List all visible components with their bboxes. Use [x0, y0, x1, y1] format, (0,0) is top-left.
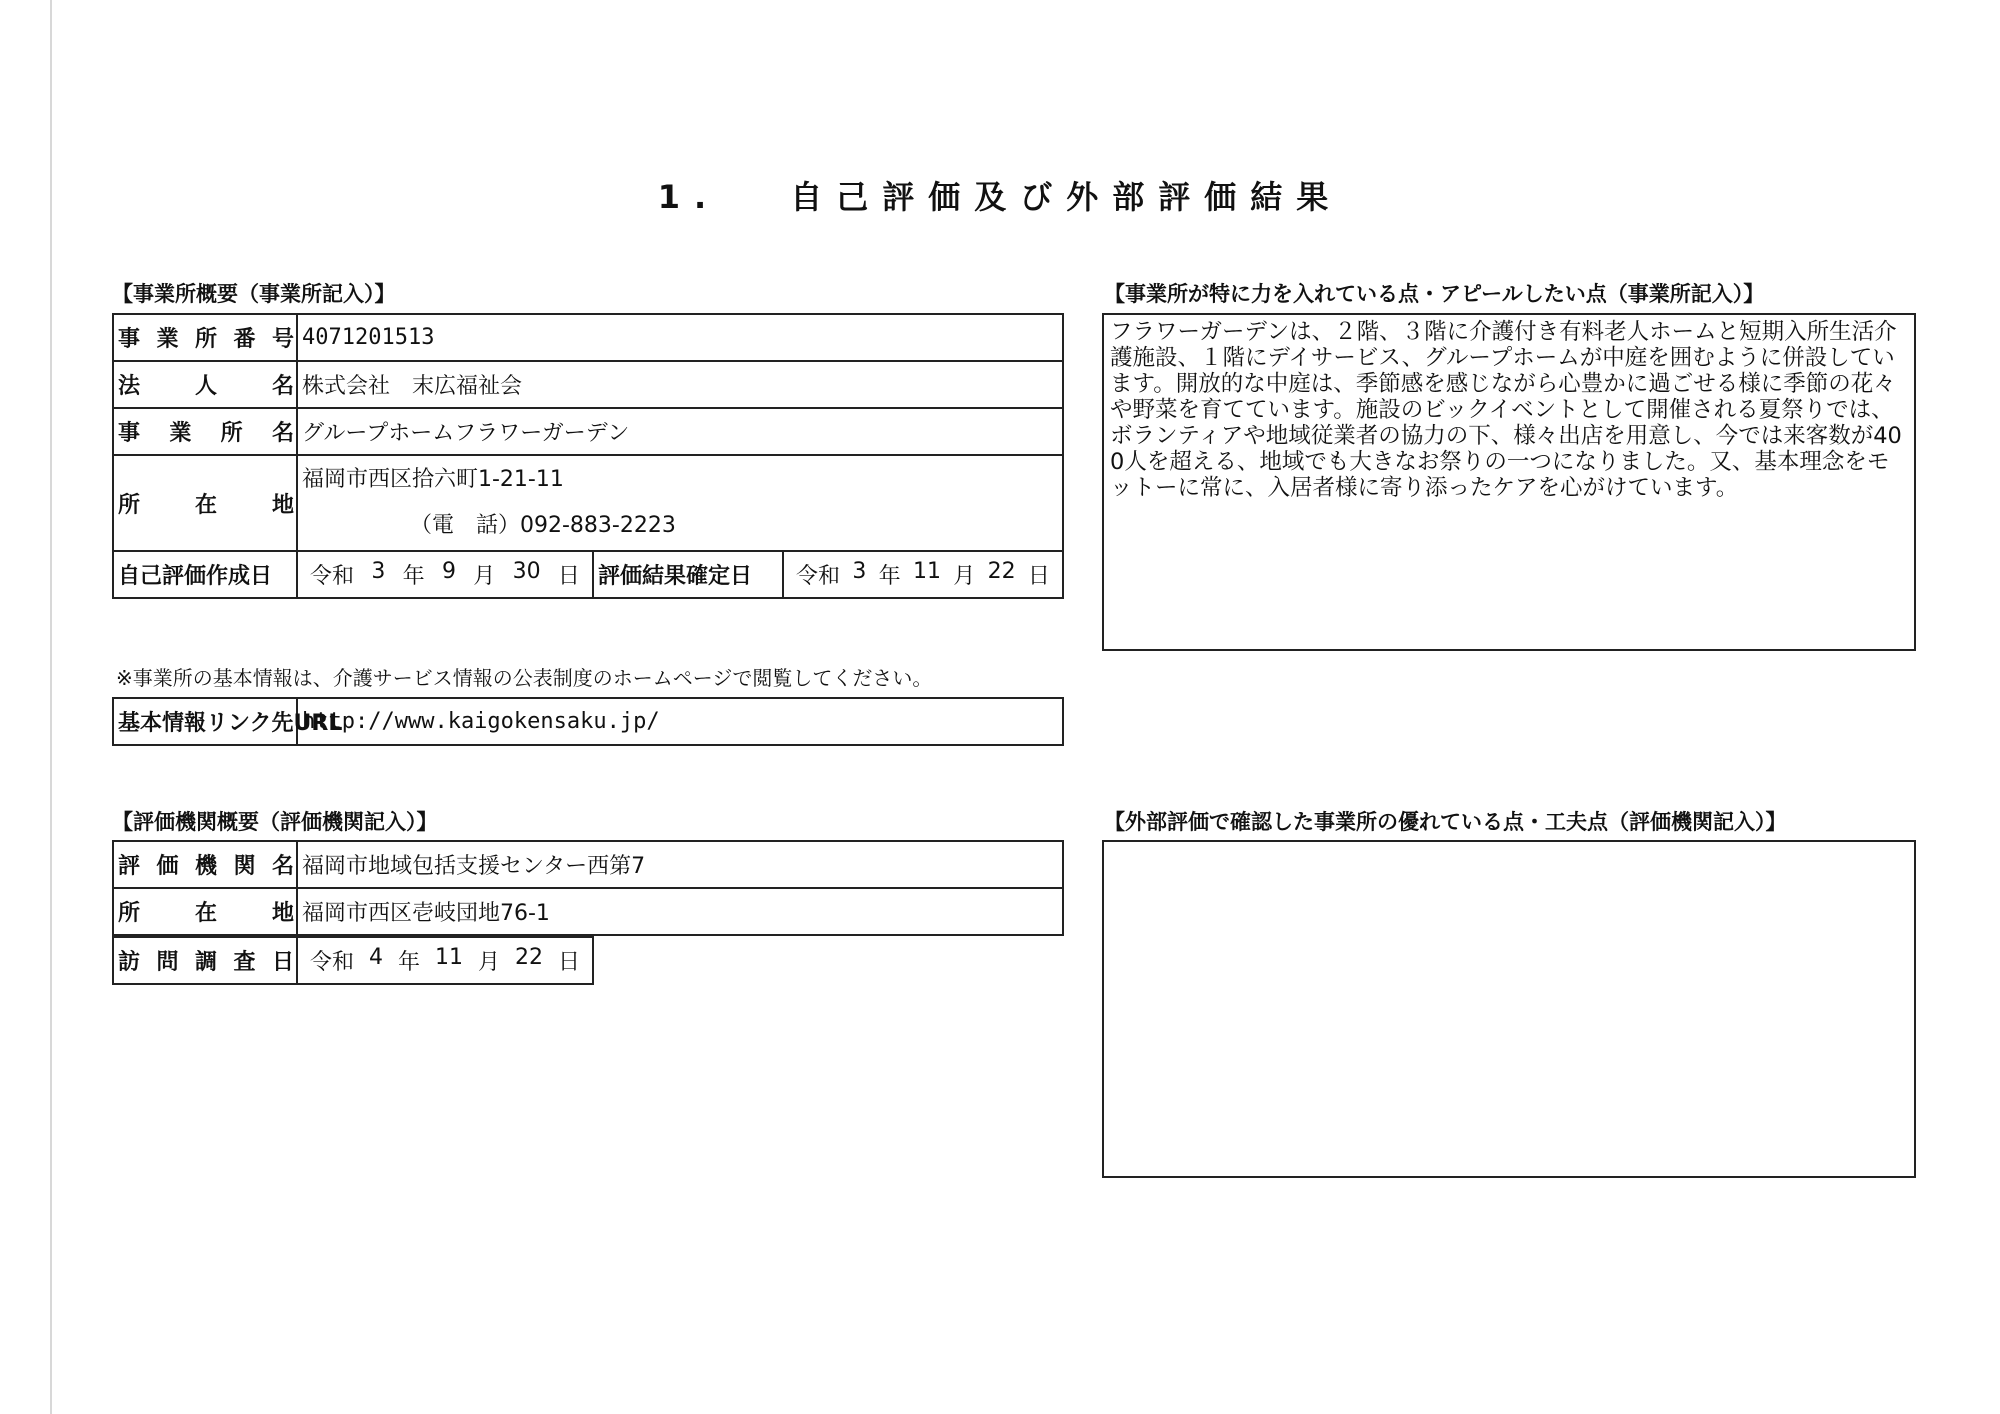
office-number-row: [113, 314, 1063, 361]
label-char: 機: [194, 854, 217, 879]
label-char: 価: [156, 854, 179, 879]
label-char: 地: [271, 492, 294, 518]
info-link-table: [112, 697, 1064, 746]
confirm-era: 令和: [796, 564, 841, 589]
label-char: 業: [156, 327, 179, 352]
corporation-value: 株式会社 末広福祉会: [297, 361, 1063, 408]
agency-label-text: [118, 849, 294, 880]
visit-date-row: [113, 937, 593, 984]
label-char: 事: [118, 327, 141, 352]
self-eval-day-unit: 日: [557, 564, 580, 589]
corporation-row: [113, 361, 1063, 408]
facility-overview-heading: 【事業所概要（事業所記入）】: [112, 282, 396, 306]
office-name-label-text: [118, 416, 294, 447]
title-number: 1.: [657, 178, 721, 216]
info-note: ※事業所の基本情報は、介護サービス情報の公表制度のホームページで閲覧してください。: [116, 666, 933, 690]
self-eval-year: 3: [371, 559, 386, 584]
evaluator-location-row: [113, 888, 1063, 935]
page-title: [0, 172, 2000, 218]
agency-value: 福岡市地域包括支援センター西第7: [297, 841, 1063, 888]
label-char: 番: [233, 327, 256, 352]
office-name-label: [113, 408, 297, 455]
office-name-row: [113, 408, 1063, 455]
label-char: 在: [194, 901, 217, 926]
corporation-label: [113, 361, 297, 408]
visit-date-label: [113, 937, 297, 984]
corporation-label-text: [118, 369, 294, 400]
office-name-value: グループホームフラワーガーデン: [297, 408, 1063, 455]
self-eval-era: 令和: [310, 564, 355, 589]
location-label: [113, 455, 297, 551]
result-confirm-date-value: [783, 551, 1063, 598]
self-eval-day: 30: [512, 559, 541, 584]
label-char: 所: [194, 327, 217, 352]
appeal-heading: 【事業所が特に力を入れている点・アピールしたい点（事業所記入）】: [1104, 282, 1765, 306]
label-char: 在: [194, 492, 217, 518]
info-link-row: [113, 698, 1063, 745]
label-char: 関: [233, 854, 256, 879]
agency-row: [113, 841, 1063, 888]
office-number-label-text: [118, 322, 294, 353]
evaluator-location-value: 福岡市西区壱岐団地76-1: [297, 888, 1063, 935]
evaluator-location-label: [113, 888, 297, 935]
label-char: 名: [271, 374, 294, 399]
appeal-box: [1102, 313, 1916, 651]
label-char: 法: [118, 374, 141, 399]
label-char: 人: [194, 374, 217, 399]
label-char: 所: [220, 421, 243, 446]
self-eval-month: 9: [441, 559, 456, 584]
info-link-label: 基本情報リンク先URL: [113, 698, 297, 745]
label-char: 所: [118, 901, 141, 926]
label-char: 名: [271, 421, 294, 446]
label-char: 号: [271, 327, 294, 352]
result-confirm-date-label: 評価結果確定日: [593, 551, 783, 598]
label-char: 調: [194, 950, 217, 975]
label-char: 評: [118, 854, 141, 879]
visit-month: 11: [434, 945, 463, 970]
location-address: 福岡市西区拾六町1-21-11: [302, 467, 564, 492]
label-char: 名: [271, 854, 294, 879]
label-char: 所: [118, 492, 141, 518]
confirm-month: 11: [912, 559, 941, 584]
dates-row: [113, 551, 1063, 598]
location-row: [113, 455, 1063, 551]
title-text: 自己評価及び外部評価結果: [790, 178, 1343, 216]
evaluator-table: [112, 840, 1064, 936]
label-char: 業: [169, 421, 192, 446]
visit-date-value: [297, 937, 593, 984]
visit-date-label-text: [118, 945, 294, 976]
external-eval-box: [1102, 840, 1916, 1178]
info-link-url[interactable]: http://www.kaigokensaku.jp/: [297, 698, 1063, 745]
visit-day-unit: 日: [557, 950, 580, 975]
label-char: 日: [271, 950, 294, 975]
confirm-year-unit: 年: [878, 564, 901, 589]
facility-overview-table: [112, 313, 1064, 599]
visit-era: 令和: [310, 950, 355, 975]
label-char: 査: [233, 950, 256, 975]
label-char: 事: [118, 421, 141, 446]
confirm-year: 3: [852, 559, 867, 584]
agency-label: [113, 841, 297, 888]
self-eval-date-value: [297, 551, 593, 598]
office-number-value: 4071201513: [297, 314, 1063, 361]
label-char: 訪: [118, 950, 141, 975]
label-char: 地: [271, 901, 294, 926]
confirm-day-unit: 日: [1027, 564, 1050, 589]
confirm-day: 22: [987, 559, 1016, 584]
visit-year-unit: 年: [397, 950, 420, 975]
self-eval-date-label: 自己評価作成日: [113, 551, 297, 598]
visit-year: 4: [369, 945, 383, 970]
self-eval-month-unit: 月: [473, 564, 496, 589]
confirm-month-unit: 月: [953, 564, 976, 589]
external-eval-heading: 【外部評価で確認した事業所の優れている点・工夫点（評価機関記入）】: [1104, 810, 1787, 834]
appeal-text: フラワーガーデンは、２階、３階に介護付き有料老人ホームと短期入所生活介護施設、１階にデイサービス、グループホームが中庭を囲むように併設しています。開放的な中庭は、季節感を感じながら心豊かに過ごせる様に季節の花々や野菜を育てています。施設のビックイベントとして開催される夏祭りでは、ボランティアや地域従業者の協力の下、様々出店を用意し、今では来客数が400人を超える、地域でも大きなお祭りの一つになりました。又、基本理念をモットーに常に、入居者様に寄り添ったケアを心がけています。: [1110, 319, 1902, 501]
evaluator-overview-heading: 【評価機関概要（評価機関記入）】: [112, 810, 438, 834]
location-label-text: [118, 488, 294, 519]
office-number-label: [113, 314, 297, 361]
visit-day: 22: [514, 945, 543, 970]
self-eval-year-unit: 年: [402, 564, 425, 589]
visit-month-unit: 月: [477, 950, 500, 975]
label-char: 問: [156, 950, 179, 975]
location-phone: （電 話）092-883-2223: [410, 513, 676, 538]
location-value: [297, 455, 1063, 551]
visit-date-table: [112, 936, 594, 985]
evaluator-location-label-text: [118, 896, 294, 927]
